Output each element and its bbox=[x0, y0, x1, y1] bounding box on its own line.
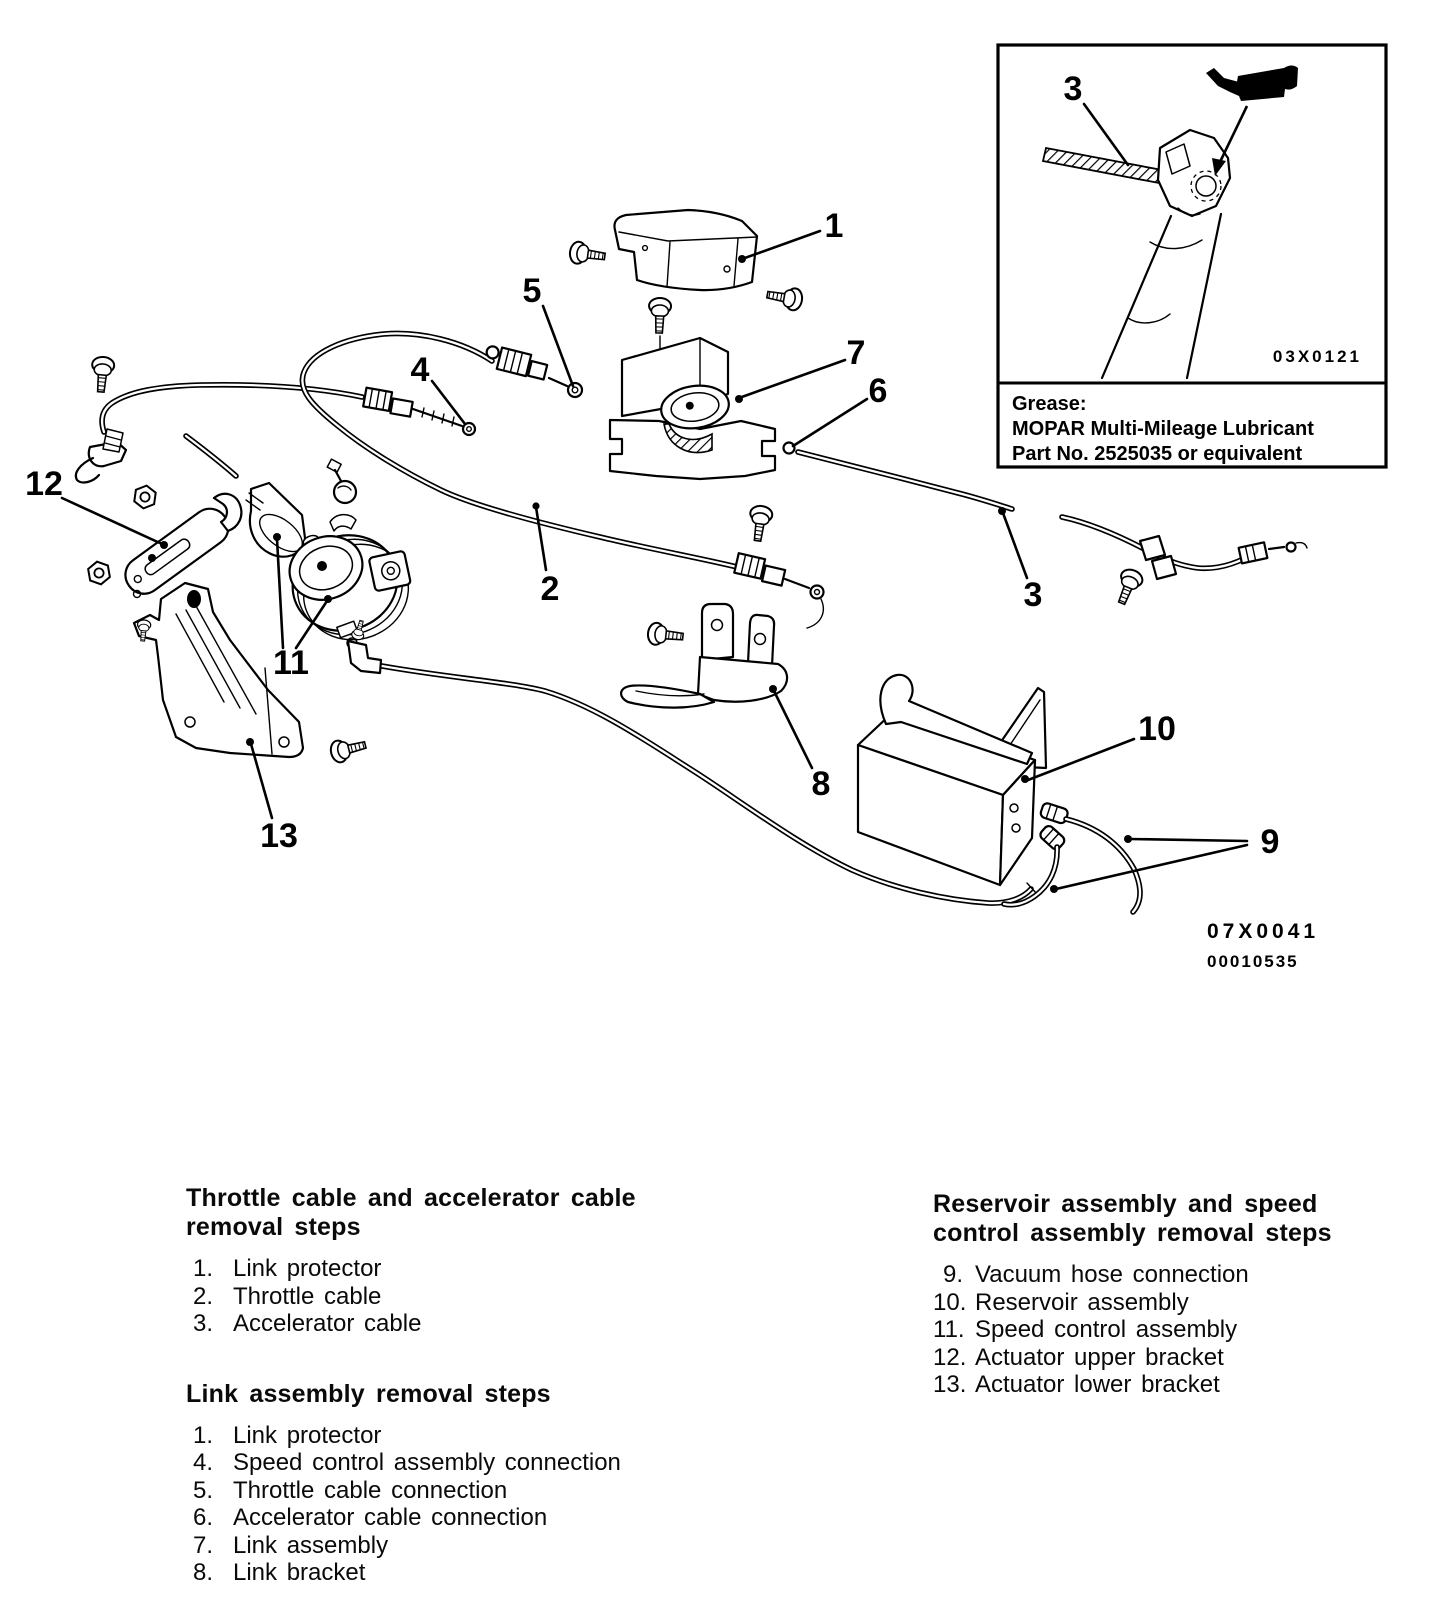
throttle-cable-adjuster bbox=[734, 553, 787, 585]
legend-item bbox=[933, 1371, 1411, 1399]
legend-item-label: Accelerator cable connection bbox=[233, 1504, 548, 1531]
accelerator-cable bbox=[798, 452, 1307, 579]
bolt bbox=[647, 622, 684, 648]
speed-control-cable-adjuster bbox=[363, 388, 414, 417]
boot-bolt bbox=[327, 459, 356, 503]
part-12-actuator-upper-bracket bbox=[118, 494, 241, 601]
legend-items bbox=[186, 1255, 686, 1338]
legend-item-number: 13. bbox=[933, 1371, 967, 1398]
callout-3: 3 bbox=[1023, 576, 1043, 614]
legend-item-number: 12. bbox=[933, 1343, 967, 1371]
legend-item bbox=[186, 1559, 686, 1587]
legend-item bbox=[186, 1532, 686, 1560]
callout-5: 5 bbox=[522, 272, 542, 310]
elbow-fitting bbox=[348, 641, 381, 673]
callout-9: 9 bbox=[1260, 823, 1280, 861]
nut bbox=[87, 560, 111, 586]
grease-label: Grease: bbox=[1012, 393, 1087, 415]
legend-item-label: Actuator upper bracket bbox=[975, 1343, 1224, 1371]
legend-item-label: Accelerator cable bbox=[233, 1310, 422, 1337]
legend-item-label: Link assembly bbox=[233, 1531, 389, 1559]
grease-line1: MOPAR Multi-Mileage Lubricant bbox=[1012, 418, 1314, 440]
legend-items bbox=[186, 1422, 686, 1587]
legend-item bbox=[186, 1504, 686, 1532]
bolt bbox=[1111, 567, 1145, 608]
legend-item-number: 9. bbox=[942, 1261, 963, 1288]
callout-6: 6 bbox=[868, 372, 888, 410]
legend-item-number: 10. bbox=[933, 1288, 967, 1316]
legend-section-throttle bbox=[186, 1184, 686, 1338]
document-code: 00010535 bbox=[1207, 952, 1299, 971]
legend-item-label: Speed control assembly bbox=[975, 1316, 1238, 1343]
cable-anchor-hook bbox=[76, 429, 126, 482]
legend-item bbox=[186, 1283, 686, 1311]
part-7-link-assembly bbox=[610, 338, 795, 479]
bolt bbox=[648, 298, 671, 334]
legend-section-reservoir bbox=[933, 1190, 1411, 1399]
legend-item bbox=[933, 1316, 1411, 1344]
part-11-speed-control-assembly bbox=[246, 459, 422, 654]
grease-inset-box bbox=[998, 45, 1386, 467]
legend-item-number: 1. bbox=[193, 1421, 214, 1449]
legend-right-column bbox=[933, 1190, 1411, 1399]
callout-11: 11 bbox=[273, 644, 309, 682]
legend-title: Reservoir assembly and speed control assembly removal steps bbox=[933, 1190, 1332, 1247]
legend-item-label: Vacuum hose connection bbox=[975, 1261, 1249, 1288]
inset-figure-code: 03X0121 bbox=[1272, 347, 1362, 366]
actuator-boot-cable bbox=[186, 436, 236, 476]
callout-1: 1 bbox=[824, 207, 844, 245]
part-10-reservoir-assembly bbox=[858, 675, 1046, 885]
bolt bbox=[765, 284, 803, 312]
legend-item-label: Throttle cable connection bbox=[233, 1476, 508, 1504]
figure-code: 07X0041 bbox=[1207, 920, 1320, 943]
legend-item-number: 8. bbox=[193, 1559, 214, 1586]
nut bbox=[133, 484, 156, 510]
bolt bbox=[90, 356, 115, 393]
legend-item-number: 5. bbox=[193, 1476, 214, 1504]
legend-left-column bbox=[186, 1184, 686, 1587]
grease-line2: Part No. 2525035 or equivalent bbox=[1012, 443, 1303, 465]
legend-item-label: Speed control assembly connection bbox=[233, 1449, 621, 1476]
legend-title: Link assembly removal steps bbox=[186, 1379, 551, 1408]
legend-item-label: Reservoir assembly bbox=[975, 1288, 1189, 1316]
part-8-link-bracket bbox=[621, 604, 787, 708]
legend-item bbox=[186, 1310, 686, 1338]
legend-item-label: Actuator lower bracket bbox=[975, 1371, 1220, 1398]
vacuum-fitting bbox=[369, 551, 411, 592]
legend-item-label: Link bracket bbox=[233, 1559, 366, 1586]
callout-12: 12 bbox=[25, 465, 63, 503]
bolt bbox=[329, 734, 368, 764]
legend-item-label: Throttle cable bbox=[233, 1282, 382, 1310]
legend-item bbox=[186, 1449, 686, 1477]
accelerator-cable-grommet bbox=[784, 443, 795, 454]
legend-item-label: Link protector bbox=[233, 1255, 382, 1282]
legend-section-link-assembly bbox=[186, 1380, 686, 1587]
legend-item-number: 11. bbox=[933, 1316, 965, 1343]
clip bbox=[330, 515, 356, 531]
legend-item bbox=[186, 1477, 686, 1505]
part-1-link-protector bbox=[614, 210, 757, 290]
speed-control-cable bbox=[102, 385, 362, 432]
legend-item-number: 3. bbox=[193, 1310, 214, 1337]
legend-item-number: 4. bbox=[193, 1449, 214, 1476]
callout-2: 2 bbox=[540, 570, 560, 608]
legend-item-number: 6. bbox=[193, 1504, 214, 1531]
callout-13: 13 bbox=[260, 817, 298, 855]
legend-item bbox=[933, 1261, 1411, 1289]
legend-title: Throttle cable and accelerator cable removal steps bbox=[186, 1184, 636, 1241]
legend-item bbox=[933, 1344, 1411, 1372]
bolt bbox=[569, 241, 607, 268]
bolt bbox=[747, 505, 774, 543]
legend-item bbox=[186, 1255, 686, 1283]
legend-items bbox=[933, 1261, 1411, 1399]
callout-4: 4 bbox=[410, 351, 430, 389]
legend-item-number: 2. bbox=[193, 1282, 214, 1310]
legend-item bbox=[186, 1422, 686, 1450]
callout-10: 10 bbox=[1138, 710, 1176, 748]
legend-item-number: 7. bbox=[193, 1531, 214, 1559]
callout-7: 7 bbox=[846, 334, 866, 372]
legend-item bbox=[933, 1289, 1411, 1317]
inset-callout-3: 3 bbox=[1063, 70, 1083, 108]
legend-item-number: 1. bbox=[193, 1255, 214, 1282]
legend-item-label: Link protector bbox=[233, 1421, 382, 1449]
callout-8: 8 bbox=[811, 765, 831, 803]
